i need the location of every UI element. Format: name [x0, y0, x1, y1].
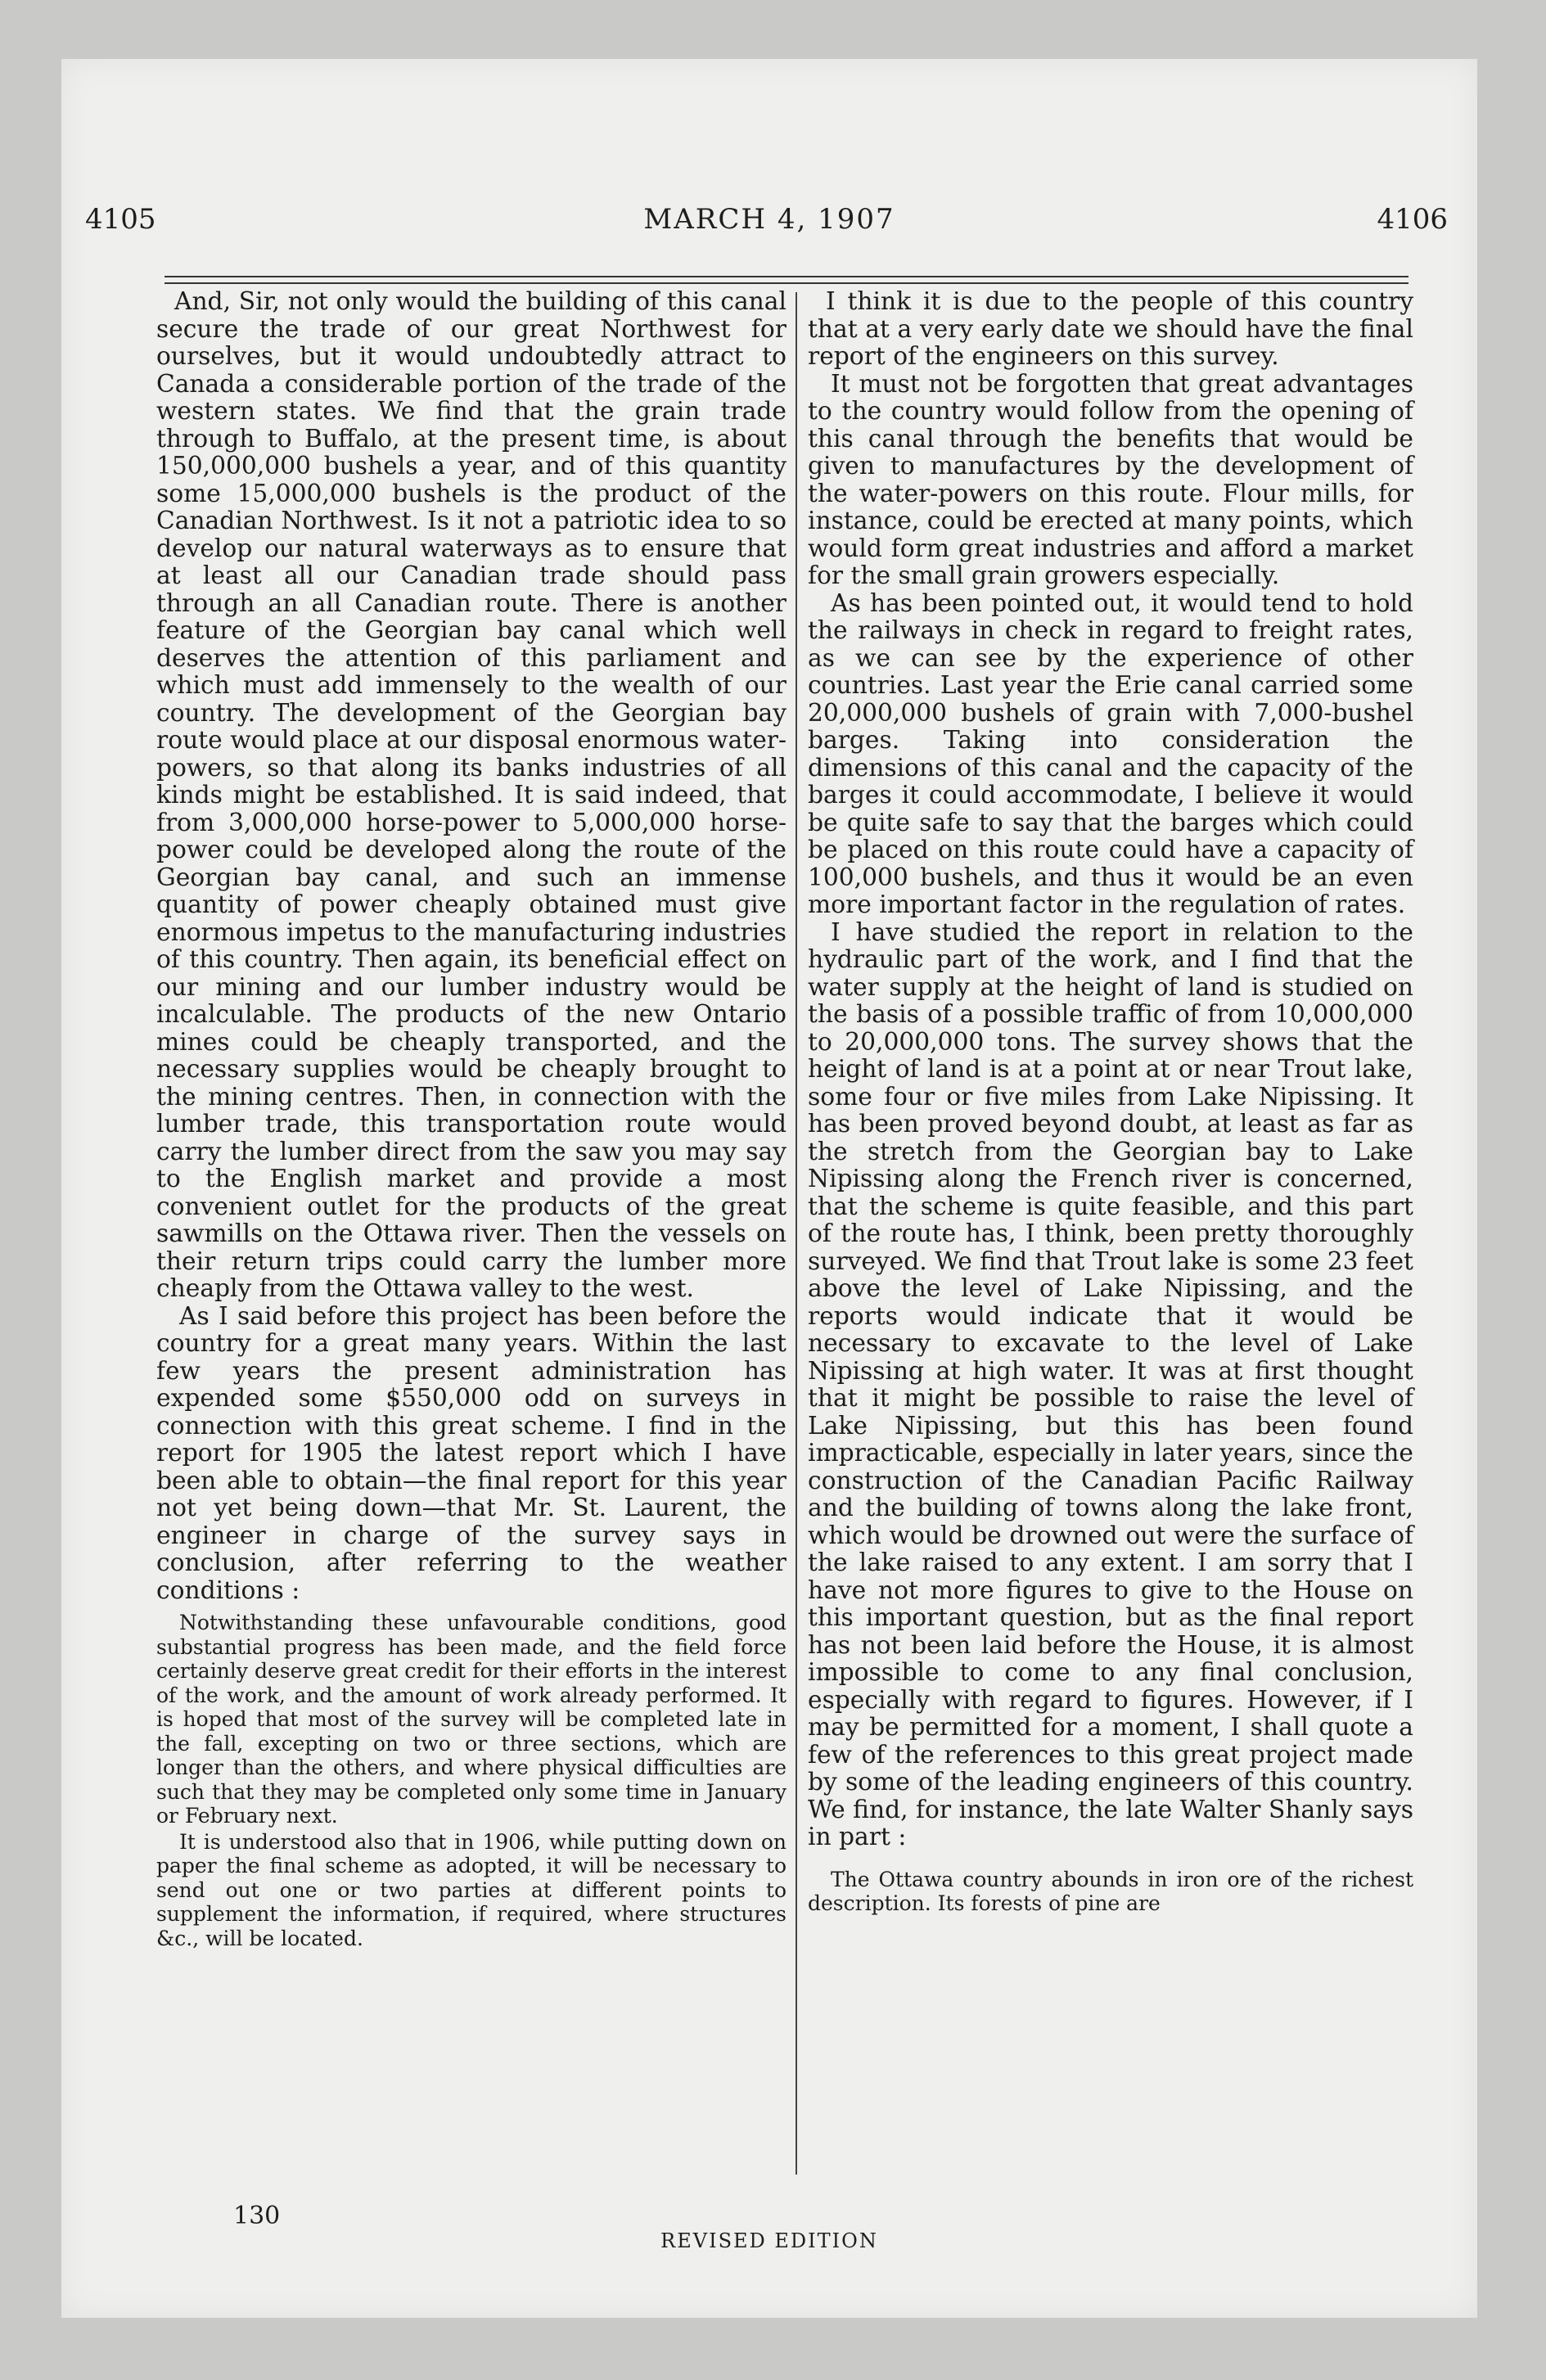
left-paragraph-1: And, Sir, not only would the building of this canal secure the trade of our great Northwest for ourselves, but it would undoubtedly attract to Canada a considerable portion of the trade of the western states. We find that the grain trade through to Buffalo, at the present time, is about 150,000,000 bushels a year, and of this quantity some 15,000,000 bushels is the product of the Canadian Northwest. Is it not a patriotic idea to so develop our natural waterways as to ensure that at least all our Canadian trade should pass through an all Canadian route. There is another feature of the Georgian bay canal which well deserves the attention of this parliament and which must add immensely to the wealth of our country. The development of the Georgian bay route would place at our disposal enormous water-powers, so that along its banks industries of all kinds might be established. It is said indeed, that from 3,000,000 horse-power to 5,000,000 horse-power could be developed along the route of the Georgian bay canal, and such an immense quantity of power cheaply obtained must give enormous impetus to the manufacturing industries of this country. Then again, its beneficial effect on our mining and our lumber industry would be incalculable. The products of the new Ontario mines could be cheaply transported, and the necessary supplies would be cheaply brought to the mining centres. Then, in connection with the lumber trade, this transportation route would carry the lumber direct from the saw you may say to the English market and provide a most convenient outlet for the products of the great sawmills on the Ottawa river. Then the vessels on their return trips could carry the lumber more cheaply from the Ottawa valley to the west. [156, 287, 787, 1303]
right-page-number: 4106 [1377, 203, 1448, 236]
folio-number: 130 [233, 2202, 281, 2230]
right-paragraph-1: I think it is due to the people of this country that at a very early date we should have the final report of the engineers on this survey. [808, 287, 1413, 371]
header-date: MARCH 4, 1907 [643, 203, 895, 236]
left-page-number: 4105 [85, 203, 156, 236]
right-paragraph-3: As has been pointed out, it would tend to hold the railways in check in regard to freight rates, as we can see by the experience of other countries. Last year the Erie canal carried some 20,000,000 bushels of grain with 7,000-bushel barges. Taking into consideration the dimensions of this canal and the capacity of the barges it could accommodate, I believe it would be quite safe to say that the barges which could be placed on this route could have a capacity of 100,000 bushels, and thus it would be an even more important factor in the regulation of rates. [808, 588, 1413, 919]
edition-label: REVISED EDITION [660, 2229, 878, 2252]
header-rule-bottom [165, 282, 1409, 284]
page-header [61, 203, 1477, 244]
right-paragraph-2: It must not be forgotten that great advantages to the country would follow from the opening of this canal through the benefits that would be given to manufactures by the development of the water-powers on this route. Flour mills, for instance, could be erected at many points, which would form great industries and afford a market for the small grain growers especially. [808, 369, 1413, 590]
quoted-report-2: It is understood also that in 1906, while putting down on paper the final scheme as adopted, it will be necessary to send out one or two parties at different points to supplement the information, if required, where structures &c., will be located. [156, 1829, 787, 1950]
hansard-page [61, 59, 1477, 2318]
right-column [808, 288, 1413, 1916]
header-rule-top [165, 276, 1409, 277]
quoted-report-1: Notwithstanding these unfavourable conditions, good substantial progress has been made, and the field force certainly deserve great credit for their efforts in the interest of the work, and the amount of work already performed. It is hoped that most of the survey will be completed late in the fall, excepting on two or three sections, which are longer than the others, and where physical difficulties are such that they may be completed only some time in January or February next. [156, 1611, 787, 1828]
quoted-shanly: The Ottawa country abounds in iron ore of the richest description. Its forests of pine are [808, 1867, 1413, 1915]
column-divider [796, 292, 797, 2175]
left-paragraph-2: As I said before this project has been before the country for a great many years. Within the last few years the present administration has expended some $550,000 odd on surveys in connection with this great scheme. I find in the report for 1905 the latest report which I have been able to obtain—the final report for this year not yet being down—that Mr. St. Laurent, the engineer in charge of the survey says in conclusion, after referring to the weather conditions : [156, 1301, 787, 1605]
left-column [156, 288, 787, 1950]
right-paragraph-4: I have studied the report in relation to the hydraulic part of the work, and I find that the water supply at the height of land is studied on the basis of a possible traffic of from 10,000,000 to 20,000,000 tons. The survey shows that the height of land is at a point at or near Trout lake, some four or five miles from Lake Nipissing. It has been proved beyond doubt, at least as far as the stretch from the Georgian bay to Lake Nipissing along the French river is concerned, that the scheme is quite feasible, and this part of the route has, I think, been pretty thoroughly surveyed. We find that Trout lake is some 23 feet above the level of Lake Nipissing, and the reports would indicate that it would be necessary to excavate to the level of Lake Nipissing at high water. It was at first thought that it might be possible to raise the level of Lake Nipissing, but this has been found impracticable, especially in later years, since the construction of the Canadian Pacific Railway and the building of towns along the lake front, which would be drowned out were the surface of the lake raised to any extent. I am sorry that I have not more figures to give to the House on this important question, but as the final report has not been laid before the House, it is almost impossible to come to any final conclusion, especially with regard to figures. However, if I may be permitted for a moment, I shall quote a few of the references to this great project made by some of the leading engineers of this country. We find, for instance, the late Walter Shanly says in part : [808, 917, 1413, 1851]
